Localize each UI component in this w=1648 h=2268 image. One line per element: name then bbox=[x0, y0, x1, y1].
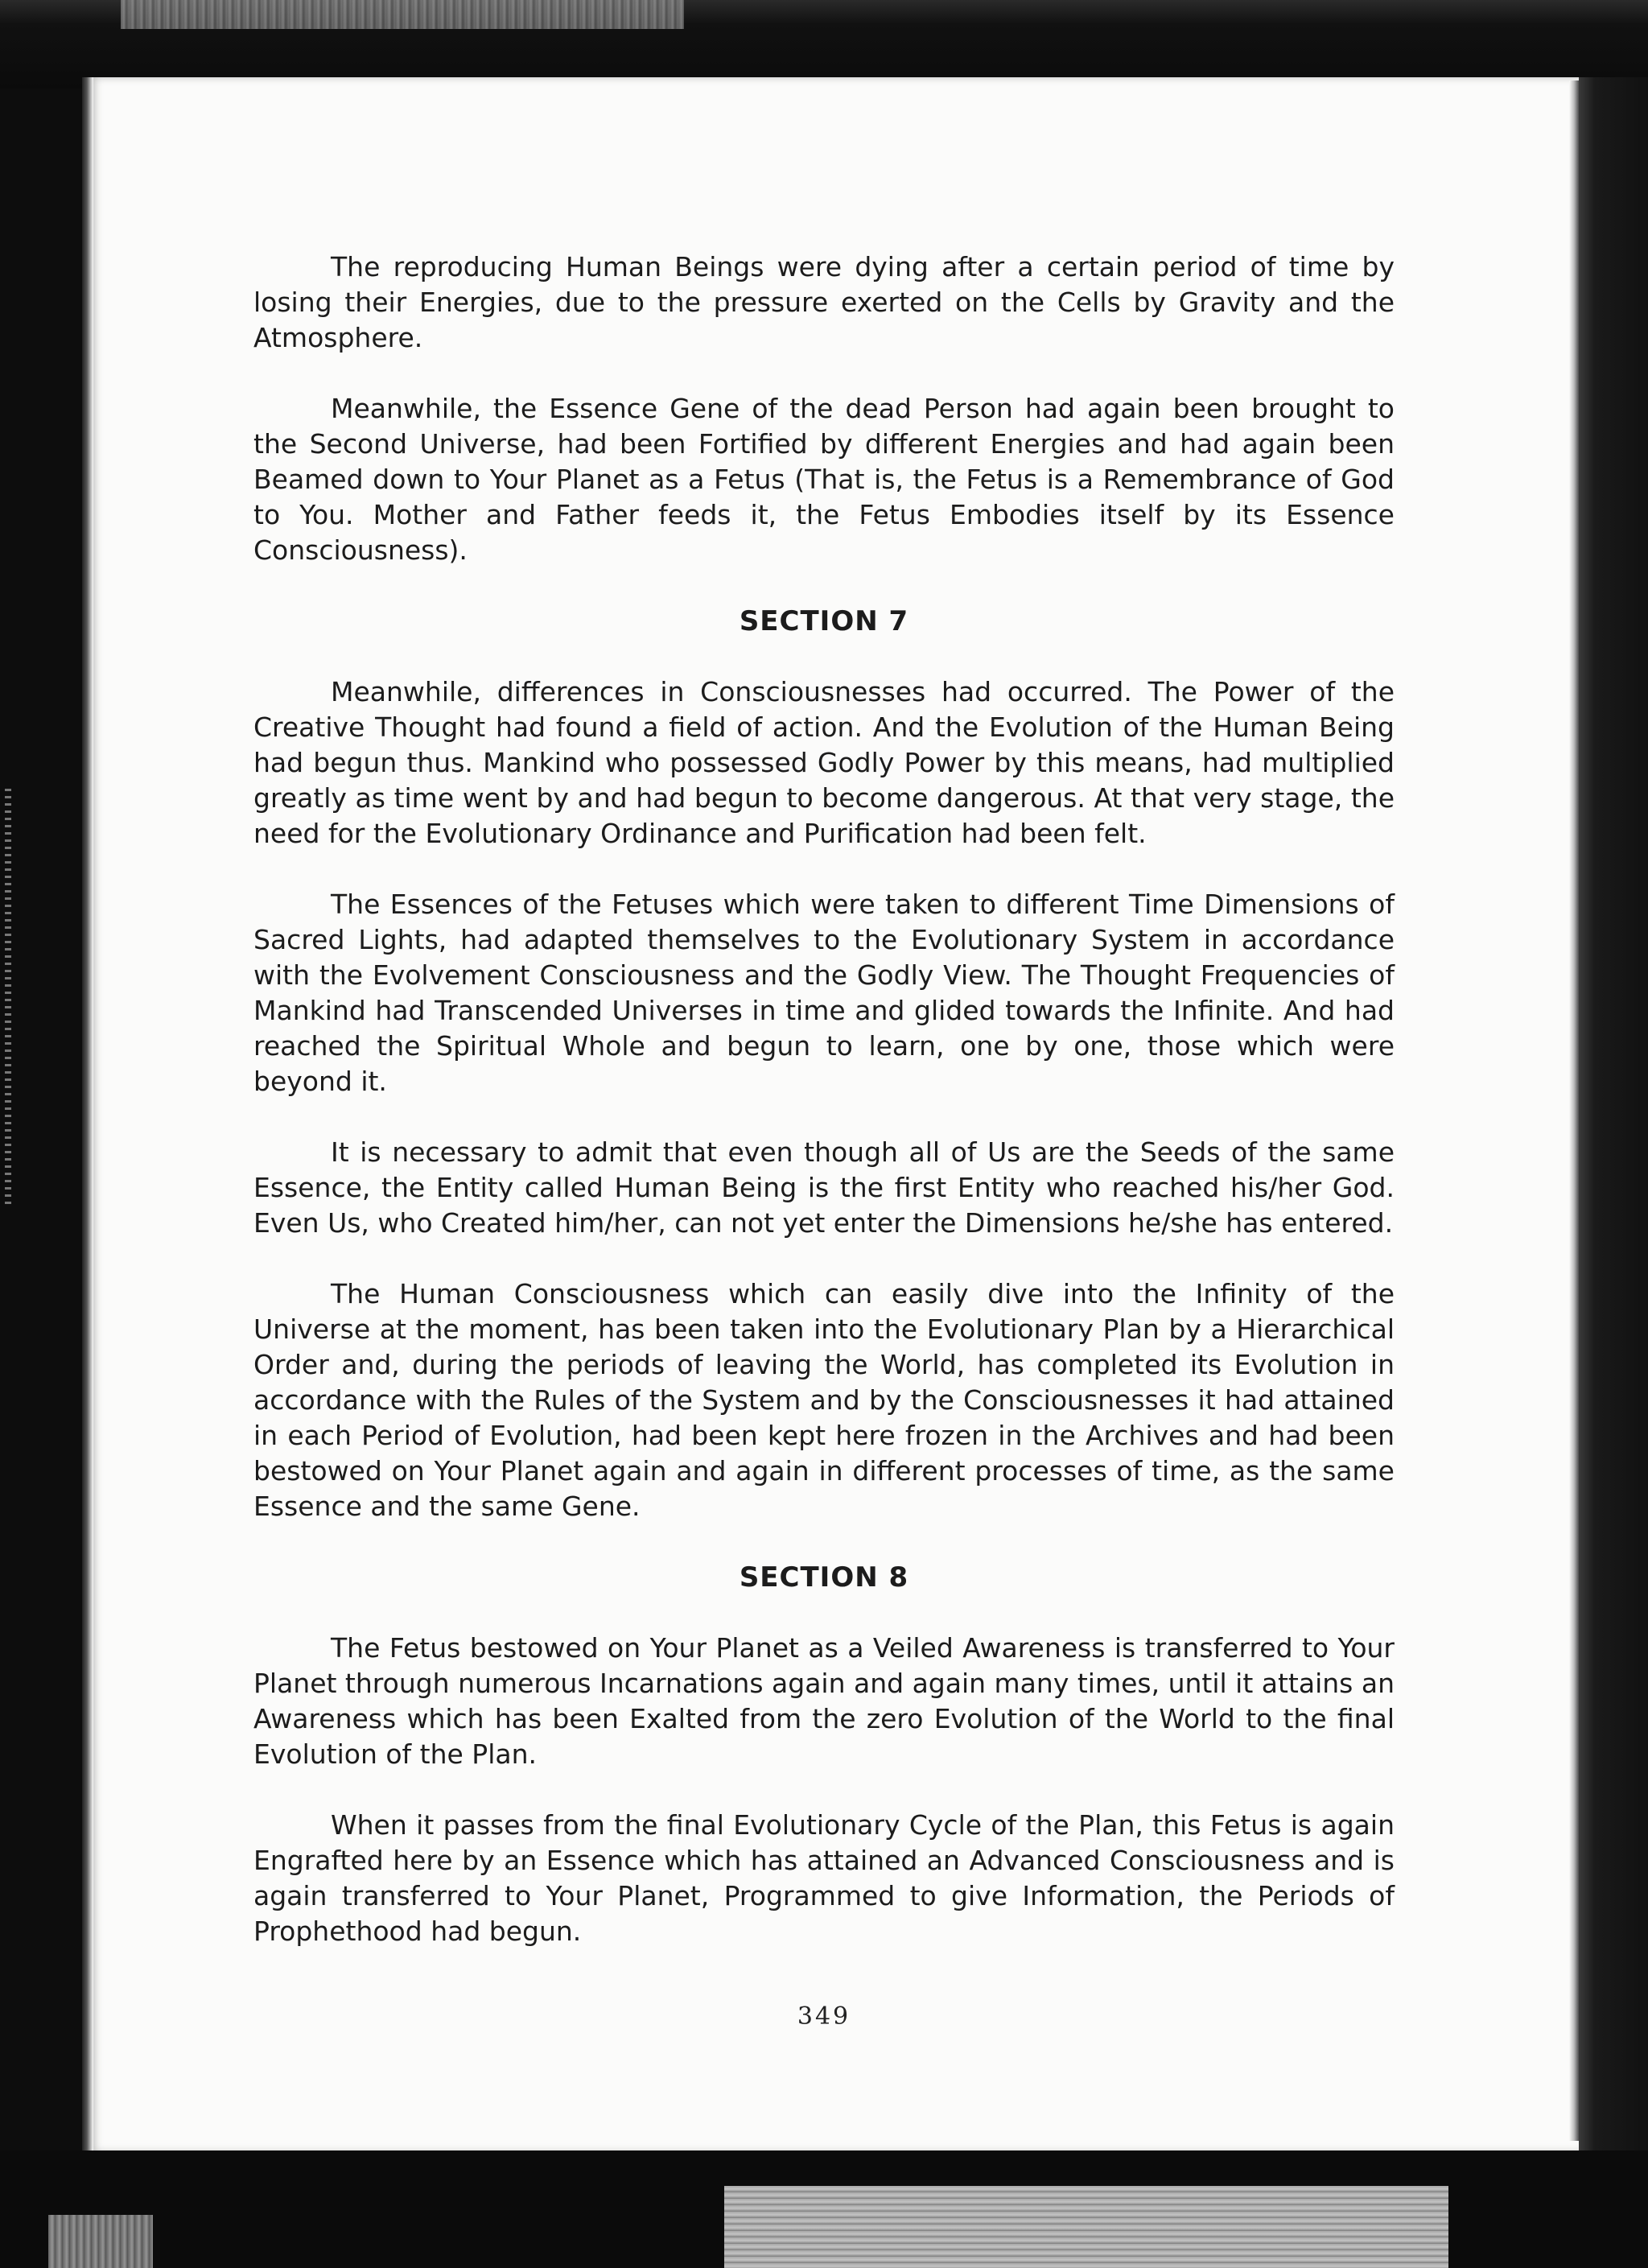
section-heading: SECTION 7 bbox=[739, 605, 909, 637]
scan-bottom-left-artifact bbox=[48, 2215, 153, 2268]
paragraph: The Human Consciousness which can easily dive into the Infinity of the Universe at the moment, has been taken into the Evolutionary Plan by a Hierarchical Order and, during the periods of leaving the World, has completed its Evolution in accordance with the Rules of the System and by the Consciousnesses it had attained in each Period of Evolution, had been kept here frozen in the Archives and had been bestowed on Your Planet again and again in different processes of time, as the same Essence and the same Gene. bbox=[253, 1278, 1395, 1522]
binding-marks bbox=[5, 789, 11, 1207]
page-number: 349 bbox=[797, 2002, 851, 2031]
scan-top-artifact bbox=[121, 0, 684, 29]
scan-bottom-right-artifact bbox=[724, 2186, 1448, 2268]
paragraph: The Essences of the Fetuses which were taken to different Time Dimensions of Sacred Lights, had adapted themselves to the Evolutionary System in accordance with the Evolvement Consciousness and the Godly View. The Thought Frequencies of Mankind had Transcended Universes in time and glided towards the Infinite. And had reached the Spiritual Whole and begun to learn, one by one, those which were beyond it. bbox=[253, 889, 1395, 1097]
paragraph: When it passes from the final Evolutionary Cycle of the Plan, this Fetus is again Engrafted here by an Essence which has attained an Advanced Consciousness and is again transferred to Your Planet, Programmed to give Information, the Periods of Prophethood had begun. bbox=[253, 1809, 1395, 1947]
body-text bbox=[253, 249, 1395, 1985]
paragraph: It is necessary to admit that even though all of Us are the Seeds of the same Essence, the Entity called Human Being is the first Entity who reached his/her God. Even Us, who Created him/her, can not yet enter the Dimensions he/she has entered. bbox=[253, 1136, 1395, 1239]
section-heading: SECTION 8 bbox=[739, 1561, 909, 1594]
page-binding-edge bbox=[82, 77, 93, 2152]
paragraph: The reproducing Human Beings were dying after a certain period of time by losing their Energies, due to the pressure exerted on the Cells by Gravity and the Atmosphere. bbox=[253, 251, 1395, 353]
paragraph: Meanwhile, the Essence Gene of the dead Person had again been brought to the Second Universe, had been Fortified by different Energies and had again been Beamed down to Your Planet as a Fetus (That is, the Fetus is a Remembrance of God to You. Mother and Father feeds it, the Fetus Embodies itself by its Essence Consciousness). bbox=[253, 393, 1395, 566]
scan-right-shadow bbox=[1579, 77, 1648, 2152]
paragraph: Meanwhile, differences in Consciousnesses had occurred. The Power of the Creative Thought had found a field of action. And the Evolution of the Human Being had begun thus. Mankind who possessed Godly Power by this means, had multiplied greatly as time went by and had begun to become dangerous. At that very stage, the need for the Evolutionary Ordinance and Purification had been felt. bbox=[253, 676, 1395, 849]
paragraph: The Fetus bestowed on Your Planet as a Veiled Awareness is transferred to Your Planet through numerous Incarnations again and again many times, until it attains an Awareness which has been Exalted from the zero Evolution of the World to the final Evolution of the Plan. bbox=[253, 1632, 1395, 1770]
